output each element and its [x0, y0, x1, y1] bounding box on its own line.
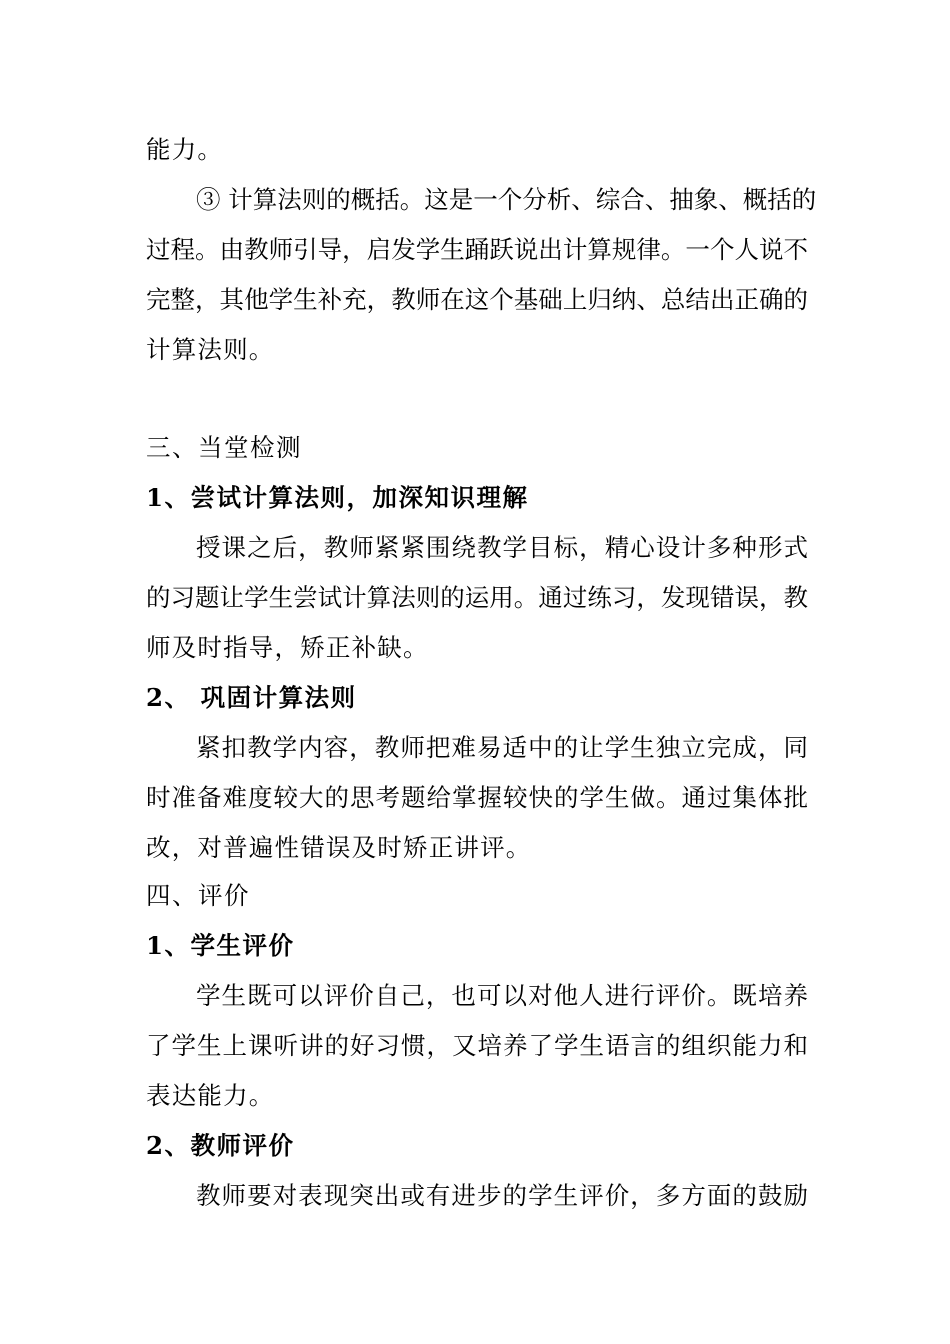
subsection-heading: 2、教师评价: [146, 1131, 295, 1160]
paragraph-line: 改，对普遍性错误及时矫正讲评。: [146, 833, 532, 862]
paragraph-line: 师及时指导，矫正补缺。: [146, 633, 429, 662]
paragraph-line: 学生既可以评价自己，也可以对他人进行评价。既培养: [196, 981, 808, 1010]
subsection-heading: 1、学生评价: [146, 931, 295, 960]
paragraph-line: 计算法则。: [146, 335, 275, 364]
section-heading: 四、评价: [146, 881, 250, 910]
paragraph-line: 过程。由教师引导，启发学生踊跃说出计算规律。一个人说不: [146, 235, 808, 264]
paragraph-line: 教师要对表现突出或有进步的学生评价，多方面的鼓励: [196, 1181, 808, 1210]
paragraph-line: 授课之后，教师紧紧围绕教学目标，精心设计多种形式: [196, 533, 808, 562]
paragraph-line: 表达能力。: [146, 1081, 275, 1110]
paragraph-line: 能力。: [146, 135, 224, 164]
paragraph-line: 紧扣教学内容，教师把难易适中的让学生独立完成，同: [196, 733, 808, 762]
subsection-heading: 2、 巩固计算法则: [146, 683, 357, 712]
paragraph-line: 时准备难度较大的思考题给掌握较快的学生做。通过集体批: [146, 783, 808, 812]
section-heading: 三、当堂检测: [146, 433, 302, 462]
paragraph-line: 的习题让学生尝试计算法则的运用。通过练习，发现错误，教: [146, 583, 808, 612]
paragraph-line: ③ 计算法则的概括。这是一个分析、综合、抽象、概括的: [196, 185, 817, 214]
subsection-heading: 1、尝试计算法则，加深知识理解: [146, 483, 529, 512]
paragraph-line: 完整，其他学生补充，教师在这个基础上归纳、总结出正确的: [146, 285, 808, 314]
paragraph-line: 了学生上课听讲的好习惯，又培养了学生语言的组织能力和: [146, 1031, 808, 1060]
